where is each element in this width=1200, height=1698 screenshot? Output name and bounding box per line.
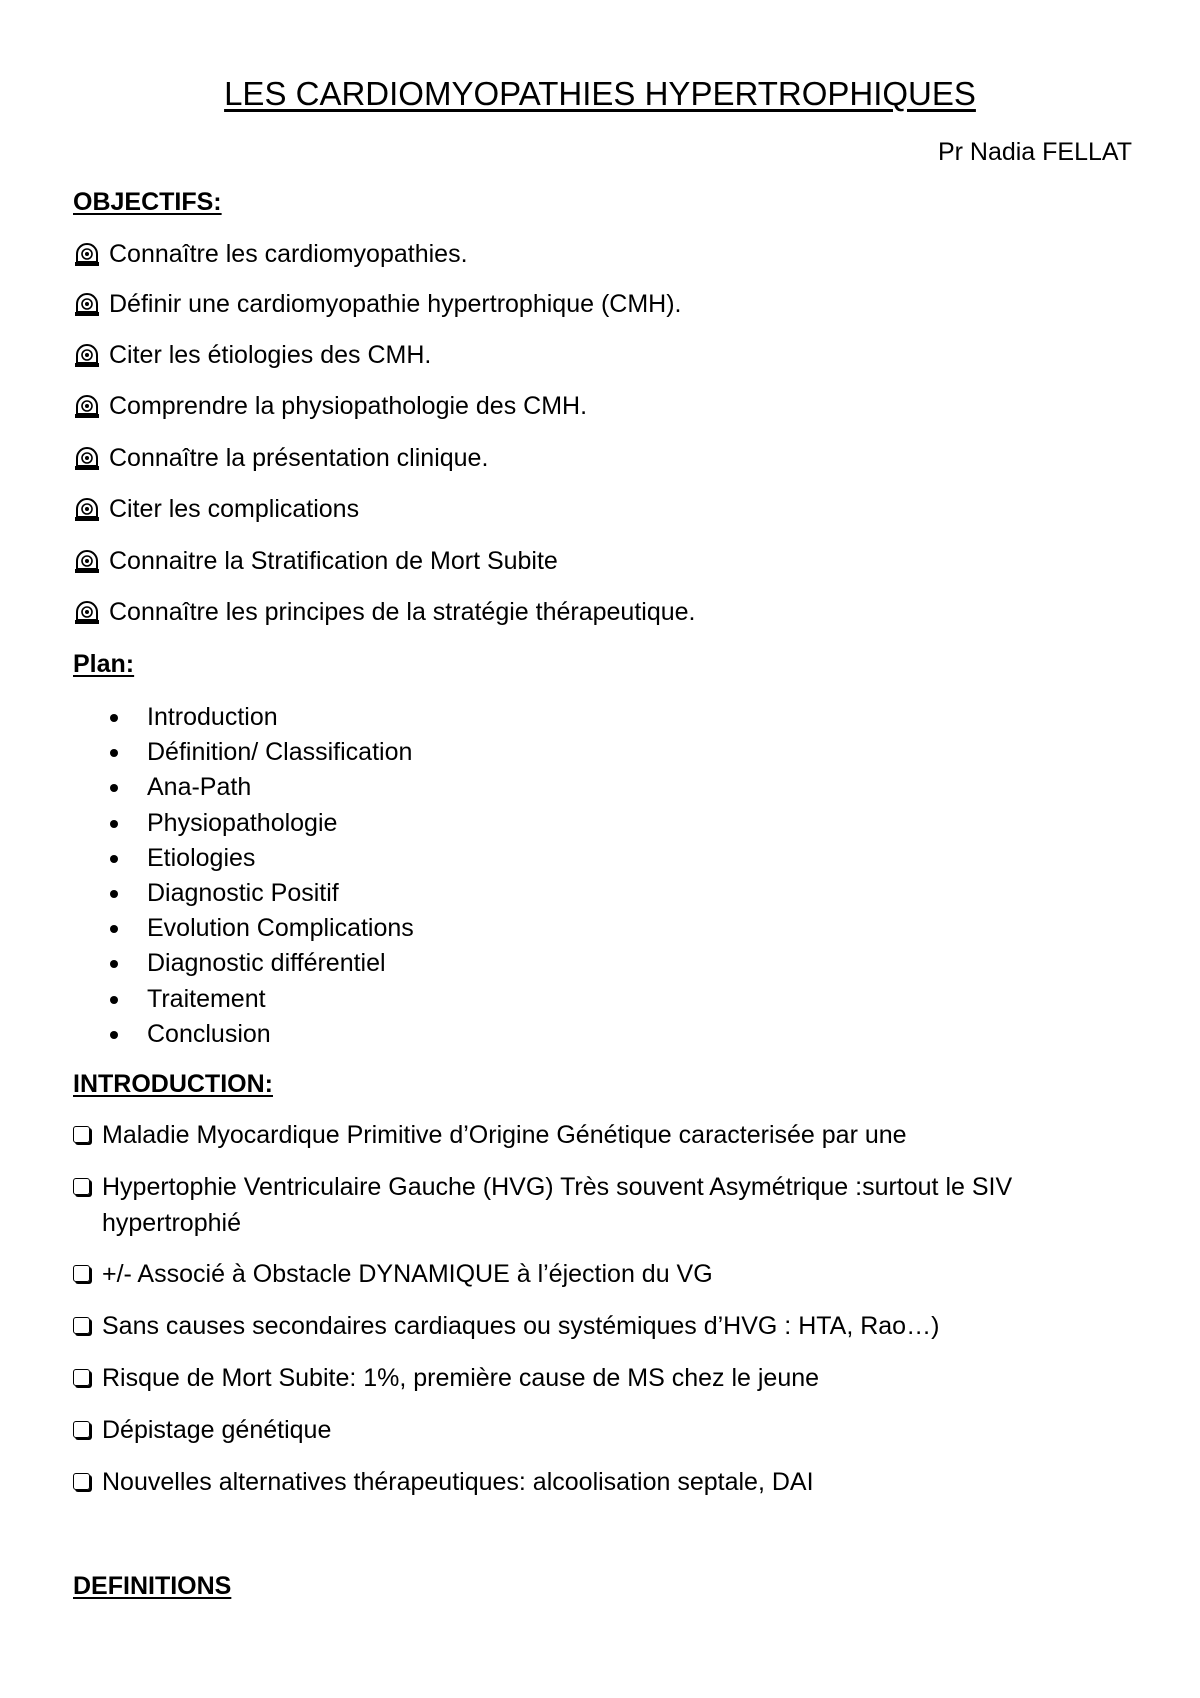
definitions-heading: DEFINITIONS (73, 1572, 232, 1600)
introduction-heading: INTRODUCTION: (73, 1070, 273, 1098)
objective-item (73, 339, 431, 371)
plan-item-label: Etiologies (147, 843, 256, 872)
plan-item (0, 876, 1200, 911)
objectives-heading: OBJECTIFS: (73, 188, 222, 216)
plan-item-label: Ana-Path (147, 773, 252, 802)
plan-list (0, 700, 1200, 1052)
checkbox-icon (73, 1473, 90, 1490)
mailbox-icon (73, 495, 101, 523)
intro-item (73, 1308, 1133, 1344)
document-title: LES CARDIOMYOPATHIES HYPERTROPHIQUES (224, 75, 976, 112)
bullet-dot (110, 714, 118, 722)
intro-item (73, 1360, 1133, 1396)
bullet-dot (110, 820, 118, 828)
bullet-dot (110, 960, 118, 968)
mailbox-icon (73, 547, 101, 575)
checkbox-icon (73, 1317, 90, 1334)
intro-item-text: Risque de Mort Subite: 1%, première cause de MS chez le jeune (102, 1364, 820, 1392)
bullet-dot (110, 925, 118, 933)
objective-item (73, 596, 695, 628)
bullet-dot (110, 855, 118, 863)
plan-item (0, 700, 1200, 735)
objective-item (73, 545, 558, 577)
mailbox-icon (73, 341, 101, 369)
plan-item-label: Définition/ Classification (147, 738, 413, 767)
objective-text: Citer les étiologies des CMH. (109, 341, 432, 369)
plan-item (0, 946, 1200, 981)
plan-item (0, 841, 1200, 876)
objective-item (73, 238, 468, 270)
intro-item (73, 1412, 1133, 1448)
plan-heading: Plan: (73, 650, 135, 678)
bullet-dot (110, 890, 118, 898)
mailbox-icon (73, 444, 101, 472)
intro-item-text: Dépistage génétique (102, 1416, 332, 1444)
plan-item-label: Traitement (147, 984, 266, 1013)
intro-item-text: Nouvelles alternatives thérapeutiques: alcoolisation septale, DAI (102, 1468, 814, 1496)
objective-text: Citer les complications (109, 495, 360, 523)
checkbox-icon (73, 1126, 90, 1143)
mailbox-icon (73, 290, 101, 318)
plan-item-label: Physiopathologie (147, 808, 338, 837)
plan-item (0, 770, 1200, 805)
plan-item (0, 806, 1200, 841)
plan-item-label: Conclusion (147, 1019, 271, 1048)
intro-item-text: Maladie Myocardique Primitive d’Origine Génétique caracterisée par une (102, 1121, 907, 1149)
objective-item (73, 390, 587, 422)
bullet-dot (110, 996, 118, 1004)
intro-item (73, 1117, 1133, 1153)
intro-item (73, 1464, 1133, 1500)
plan-item (0, 1017, 1200, 1052)
intro-item-text: Hypertophie Ventriculaire Gauche (HVG) Très souvent Asymétrique :surtout le SIV hypertrophié (102, 1173, 1013, 1237)
plan-item-label: Introduction (147, 703, 278, 731)
objective-text: Définir une cardiomyopathie hypertrophique (CMH). (109, 290, 682, 318)
intro-item-text: +/- Associé à Obstacle DYNAMIQUE à l’éjection du VG (102, 1260, 713, 1288)
plan-item-label: Diagnostic Positif (147, 878, 339, 907)
bullet-dot (110, 749, 118, 757)
mailbox-icon (73, 392, 101, 420)
bullet-dot (110, 784, 118, 792)
plan-item (0, 982, 1200, 1017)
objective-text: Comprendre la physiopathologie des CMH. (109, 392, 588, 420)
plan-item (0, 911, 1200, 946)
intro-item (73, 1169, 1133, 1241)
plan-item (0, 735, 1200, 770)
intro-item-text: Sans causes secondaires cardiaques ou systémiques d’HVG : HTA, Rao…) (102, 1312, 940, 1340)
checkbox-icon (73, 1421, 90, 1438)
checkbox-icon (73, 1178, 90, 1195)
mailbox-icon (73, 598, 101, 626)
objective-text: Connaitre la Stratification de Mort Subite (109, 547, 558, 575)
plan-item-label: Diagnostic différentiel (147, 949, 386, 978)
objective-text: Connaître les principes de la stratégie thérapeutique. (109, 598, 696, 626)
author-name: Pr Nadia FELLAT (937, 138, 1132, 166)
objective-item (73, 493, 359, 525)
objective-item (73, 442, 488, 474)
bullet-dot (110, 1031, 118, 1039)
objective-item (73, 288, 682, 320)
checkbox-icon (73, 1369, 90, 1386)
objective-text: Connaître les cardiomyopathies. (109, 240, 468, 268)
intro-item (73, 1256, 1133, 1292)
objective-text: Connaître la présentation clinique. (109, 444, 489, 472)
plan-item-label: Evolution Complications (147, 914, 414, 943)
checkbox-icon (73, 1265, 90, 1282)
mailbox-icon (73, 240, 101, 268)
